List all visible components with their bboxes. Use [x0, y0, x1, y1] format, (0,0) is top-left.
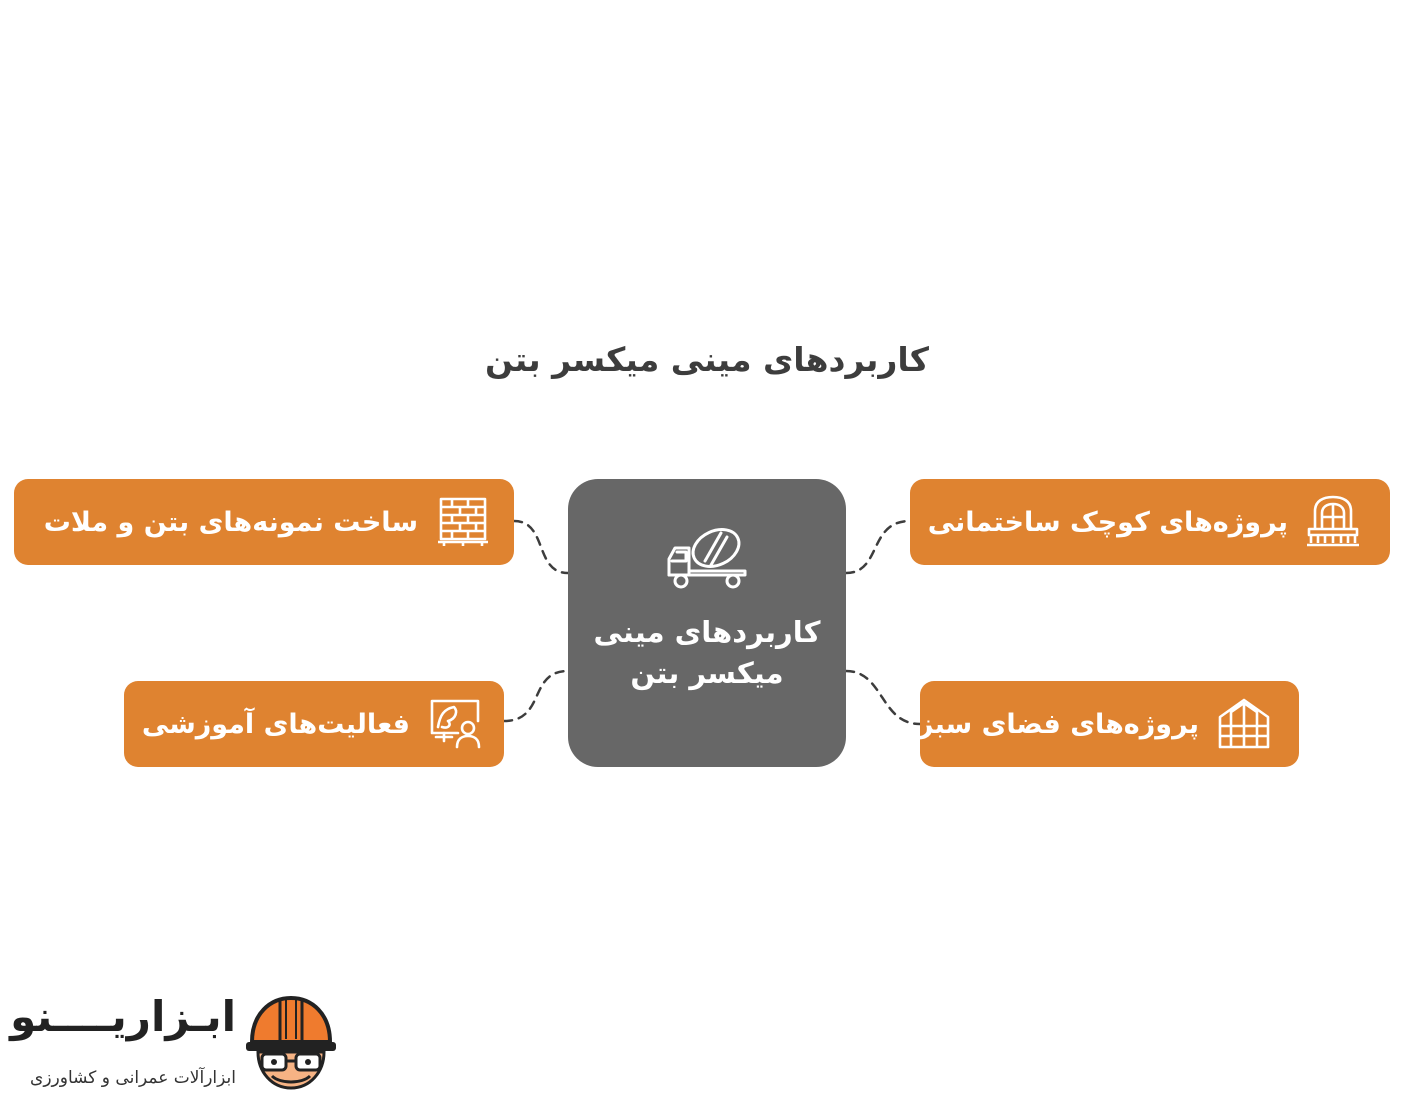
concrete-mixer-truck-icon — [665, 521, 749, 591]
building-facade-icon — [1306, 495, 1360, 549]
node-small-building-projects — [910, 479, 1390, 565]
connector-bottom-right — [846, 671, 920, 724]
page-title: کاربردهای مینی میکسر بتن — [485, 340, 929, 379]
teaching-board-icon — [428, 697, 482, 751]
connector-top-left — [514, 521, 568, 573]
node-educational-activities — [124, 681, 504, 767]
brand-tagline: ابزارآلات عمرانی و کشاورزی — [30, 1068, 236, 1088]
connector-top-right — [846, 521, 910, 573]
node-concrete-samples — [14, 479, 514, 565]
node-landscaping-projects — [917, 681, 1299, 767]
node-label: فعالیت‌های آموزشی — [141, 708, 410, 740]
center-node — [568, 479, 846, 767]
brand-logo — [10, 992, 340, 1096]
center-label: کاربردهای مینی میکسر بتن — [593, 615, 821, 690]
connector-bottom-left — [504, 671, 568, 721]
node-label: ساخت نمونه‌های بتن و ملات — [43, 506, 418, 538]
brick-wall-icon — [436, 495, 490, 549]
greenhouse-icon — [1217, 697, 1271, 751]
node-label: پروژه‌های فضای سبز — [917, 708, 1199, 740]
brand-name: ابـزاریــــنو — [10, 992, 236, 1041]
node-label: پروژه‌های کوچک ساختمانی — [927, 506, 1288, 538]
construction-helmet-mascot-icon — [242, 992, 340, 1092]
